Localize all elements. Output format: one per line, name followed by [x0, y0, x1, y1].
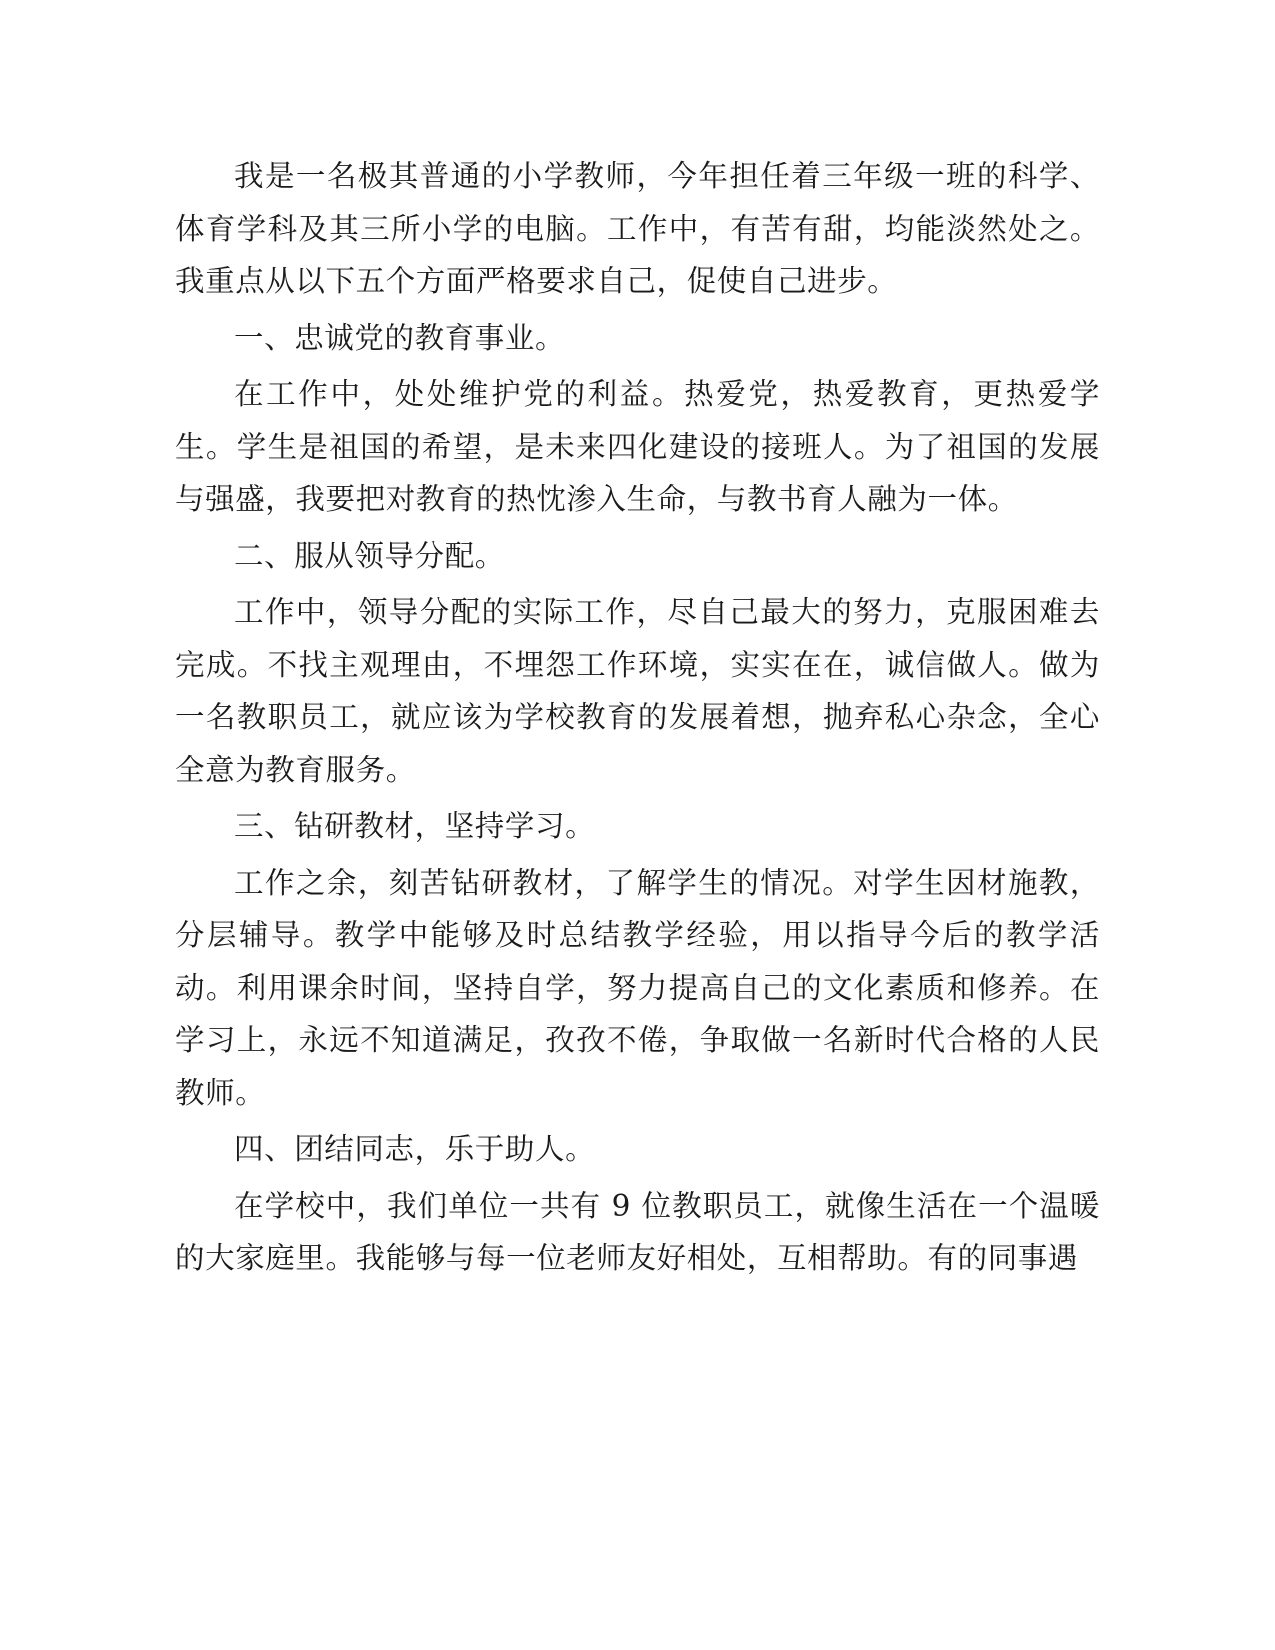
paragraph-section-three-body: 工作之余，刻苦钻研教材，了解学生的情况。对学生因材施教，分层辅导。教学中能够及时总结教学经验，用以指导今后的教学活动。利用课余时间，坚持自学，努力提高自己的文化素质和修养。在学习上，永远不知道满足，孜孜不倦，争取做一名新时代合格的人民教师。 — [175, 865, 1100, 1110]
paragraph-heading-two: 二、服从领导分配。 — [234, 538, 505, 573]
paragraph-intro: 我是一名极其普通的小学教师，今年担任着三年级一班的科学、体育学科及其三所小学的电脑。工作中，有苦有甜，均能淡然处之。我重点从以下五个方面严格要求自己，促使自己进步。 — [175, 159, 1100, 298]
paragraph-section-four-body: 在学校中，我们单位一共有 9 位教职员工，就像生活在一个温暖的大家庭里。我能够与每一位老师友好相处，互相帮助。有的同事遇 — [175, 1188, 1100, 1275]
paragraph-heading-three: 三、钻研教材，坚持学习。 — [234, 809, 596, 843]
paragraph-heading-four: 四、团结同志，乐于助人。 — [234, 1132, 596, 1166]
paragraph-section-two-body: 工作中，领导分配的实际工作，尽自己最大的努力，克服困难去完成。不找主观理由，不埋怨工作环境，实实在在，诚信做人。做为一名教职员工，就应该为学校教育的发展着想，抛弃私心杂念，全心全意为教育服务。 — [175, 595, 1100, 787]
paragraph-heading-one: 一、忠诚党的教育事业。 — [234, 320, 566, 355]
paragraph-section-one-body: 在工作中，处处维护党的利益。热爱党，热爱教育，更热爱学生。学生是祖国的希望，是未来四化建设的接班人。为了祖国的发展与强盛，我要把对教育的热忱渗入生命，与教书育人融为一体。 — [175, 377, 1100, 516]
document-body — [175, 150, 1100, 1285]
